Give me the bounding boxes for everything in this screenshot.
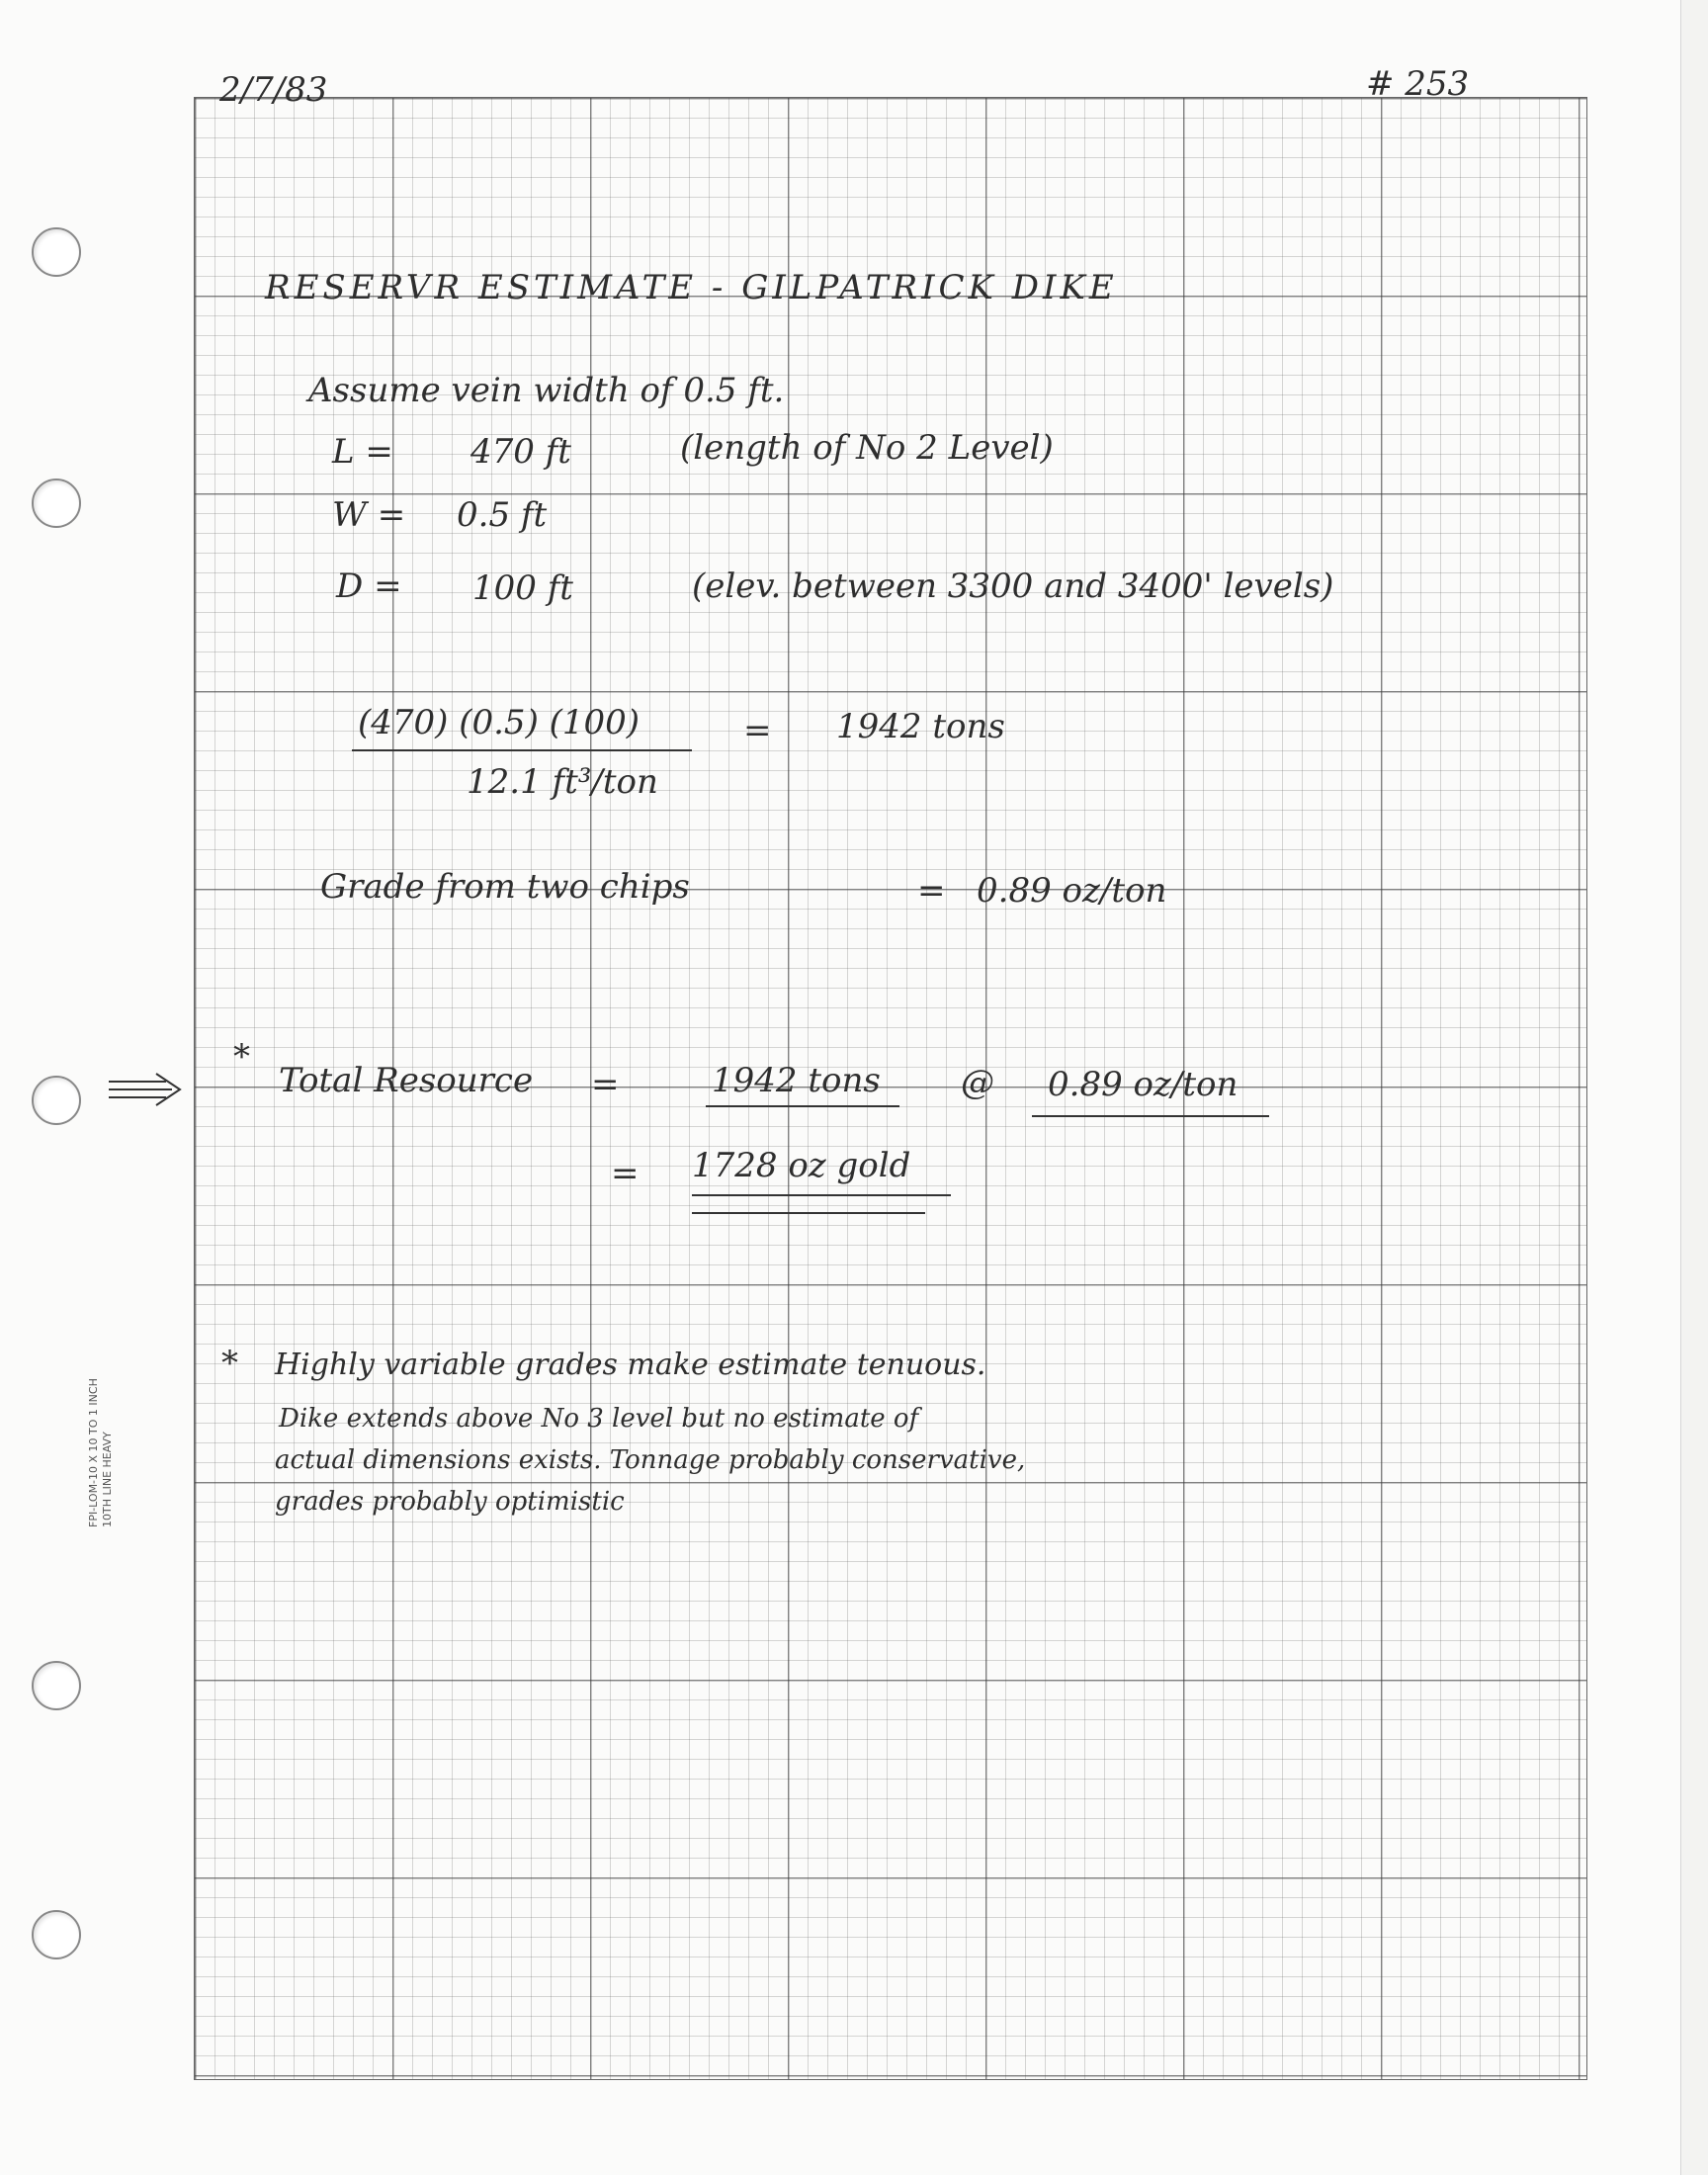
punch-hole-2	[32, 478, 81, 528]
total-equals-2: =	[611, 1154, 640, 1193]
total-equals-1: =	[591, 1065, 620, 1104]
arrow-pointer-icon	[107, 1070, 186, 1109]
calc-result: 1942 tons	[836, 707, 1005, 746]
tons-underline	[706, 1105, 899, 1107]
date: 2/7/83	[219, 70, 328, 110]
var-l-value: 470 ft	[470, 432, 571, 472]
grade-label: Grade from two chips	[320, 867, 690, 907]
total-grade: 0.89 oz/ton	[1048, 1065, 1238, 1104]
var-w-label: W =	[332, 495, 406, 535]
punch-hole-5	[32, 1910, 81, 1959]
footnote-asterisk: *	[221, 1344, 238, 1383]
footnote-line-2: Dike extends above No 3 level but no estimate of	[279, 1404, 919, 1434]
footnote-line-1: Highly variable grades make estimate tenuous.	[275, 1348, 986, 1382]
var-w-value: 0.5 ft	[457, 495, 548, 535]
var-l-note: (length of No 2 Level)	[680, 428, 1054, 468]
footnote-line-4: grades probably optimistic	[275, 1487, 625, 1517]
grade-value: 0.89 oz/ton	[977, 871, 1167, 911]
gold-underline-1	[692, 1194, 951, 1196]
punch-hole-3	[32, 1076, 81, 1125]
total-label: Total Resource	[279, 1061, 534, 1100]
total-at: @	[961, 1063, 994, 1102]
punch-hole-4	[32, 1661, 81, 1710]
calc-denominator: 12.1 ft³/ton	[467, 762, 658, 802]
var-l-label: L =	[332, 432, 393, 472]
grade-equals: =	[917, 871, 946, 911]
paper-spec-line-2: 10TH LINE HEAVY	[101, 1432, 114, 1527]
page-title: RESERVR ESTIMATE - GILPATRICK DIKE	[265, 268, 1118, 307]
punch-hole-1	[32, 227, 81, 277]
var-d-note: (elev. between 3300 and 3400' levels)	[692, 566, 1334, 606]
total-gold: 1728 oz gold	[692, 1146, 911, 1185]
calc-equals: =	[743, 711, 772, 750]
grade-underline	[1032, 1115, 1269, 1117]
total-tons: 1942 tons	[712, 1061, 881, 1100]
total-asterisk: *	[233, 1037, 250, 1077]
var-d-label: D =	[336, 566, 402, 606]
paper-spec-line-1: FPI-LOM-10 X 10 TO 1 INCH	[87, 1378, 100, 1527]
footnote-line-3: actual dimensions exists. Tonnage probably conservative,	[275, 1445, 1026, 1475]
assumption-line: Assume vein width of 0.5 ft.	[308, 371, 785, 410]
gold-underline-2	[692, 1212, 925, 1214]
fraction-bar	[352, 749, 692, 751]
calc-numerator: (470) (0.5) (100)	[358, 703, 640, 742]
paper-spec-label	[87, 1378, 115, 1527]
page-number: # 253	[1366, 64, 1470, 104]
var-d-value: 100 ft	[472, 568, 573, 608]
